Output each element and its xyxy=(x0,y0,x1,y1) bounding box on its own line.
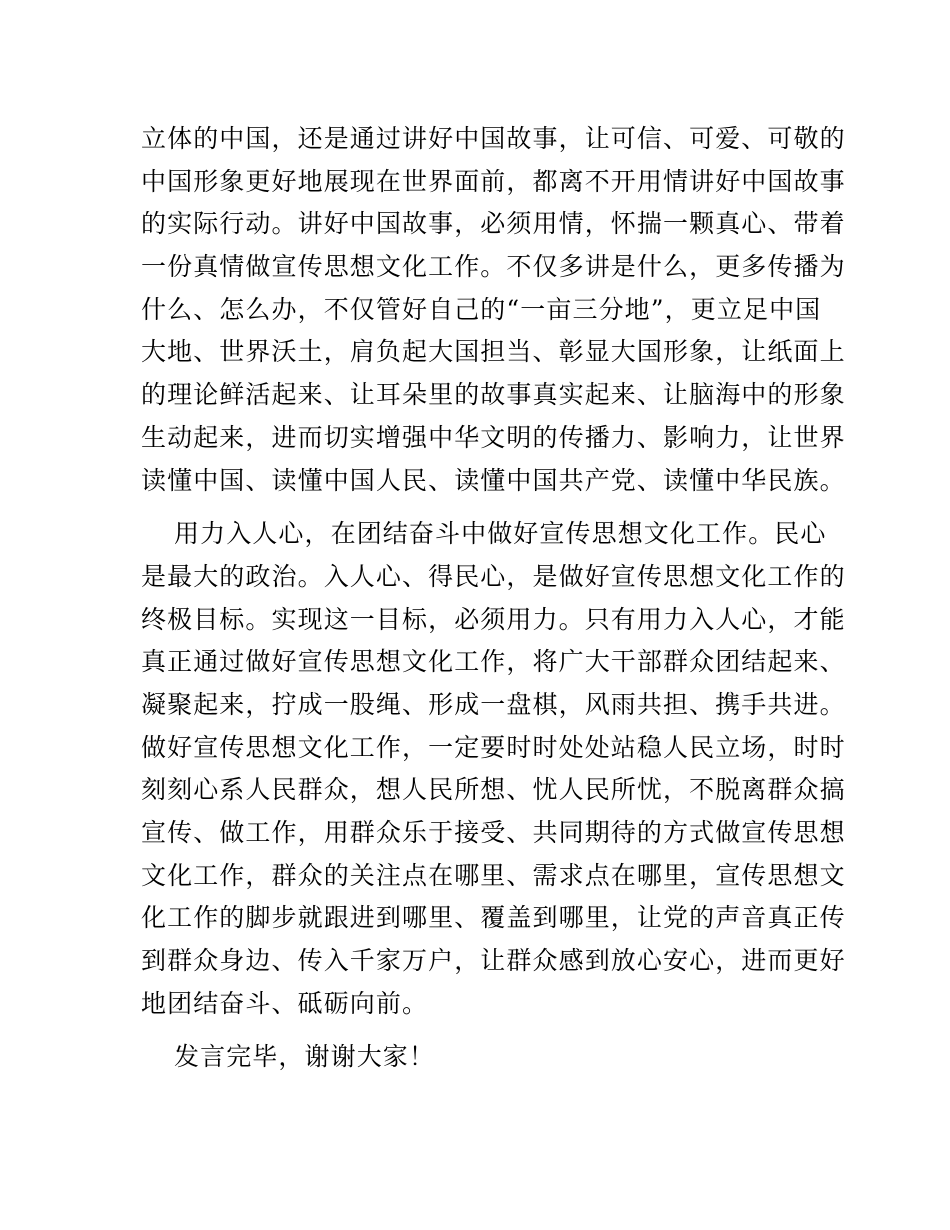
text-line: 真正通过做好宣传思想文化工作，将广大干部群众团结起来、 xyxy=(141,647,846,677)
text-line: 什么、怎么办，不仅管好自己的“一亩三分地”，更立足中国 xyxy=(141,294,822,324)
text-line: 中国形象更好地展现在世界面前，都离不开用情讲好中国故事 xyxy=(141,166,846,196)
text-line: 大地、世界沃土，肩负起大国担当、彰显大国形象，让纸面上 xyxy=(141,337,846,367)
text-line: 刻刻心系人民群众，想人民所想、忧人民所忧，不脱离群众搞 xyxy=(141,775,846,805)
paragraph-spacer xyxy=(141,1025,813,1036)
closing-line: 发言完毕，谢谢大家！ xyxy=(174,1042,436,1072)
text-line: 立体的中国，还是通过讲好中国故事，让可信、可爱、可敬的 xyxy=(141,124,846,153)
paragraph-3 xyxy=(141,1036,813,1079)
text-line: 的实际行动。讲好中国故事，必须用情，怀揣一颗真心、带着 xyxy=(141,209,846,239)
text-line: 是最大的政治。入人心、得民心，是做好宣传思想文化工作的 xyxy=(141,561,846,591)
text-line: 读懂中国、读懂中国人民、读懂中国共产党、读懂中华民族。 xyxy=(141,465,846,495)
text-line: 化工作的脚步就跟进到哪里、覆盖到哪里，让党的声音真正传 xyxy=(141,903,846,933)
text-line: 生动起来，进而切实增强中华文明的传播力、影响力，让世界 xyxy=(141,422,846,452)
text-line: 一份真情做宣传思想文化工作。不仅多讲是什么，更多传播为 xyxy=(141,252,846,282)
paragraph-spacer xyxy=(141,502,813,513)
paragraph-2 xyxy=(141,513,846,1025)
text-line: 地团结奋斗、砥砺向前。 xyxy=(141,988,429,1018)
text-line: 的理论鲜活起来、让耳朵里的故事真实起来、让脑海中的形象 xyxy=(141,380,846,410)
text-line: 宣传、做工作，用群众乐于接受、共同期待的方式做宣传思想 xyxy=(141,818,846,847)
document-body xyxy=(141,118,846,1079)
text-line: 文化工作，群众的关注点在哪里、需求点在哪里，宣传思想文 xyxy=(141,860,846,890)
text-line: 到群众身边、传入千家万户，让群众感到放心安心，进而更好 xyxy=(141,946,846,976)
text-line: 终极目标。实现这一目标，必须用力。只有用力入人心，才能 xyxy=(141,604,846,634)
paragraph-1 xyxy=(141,118,846,502)
text-line: 用力入人心，在团结奋斗中做好宣传思想文化工作。民心 xyxy=(174,519,827,549)
text-line: 做好宣传思想文化工作，一定要时时处处站稳人民立场，时时 xyxy=(141,732,846,762)
text-line: 凝聚起来，拧成一股绳、形成一盘棋，风雨共担、携手共进。 xyxy=(141,689,846,719)
